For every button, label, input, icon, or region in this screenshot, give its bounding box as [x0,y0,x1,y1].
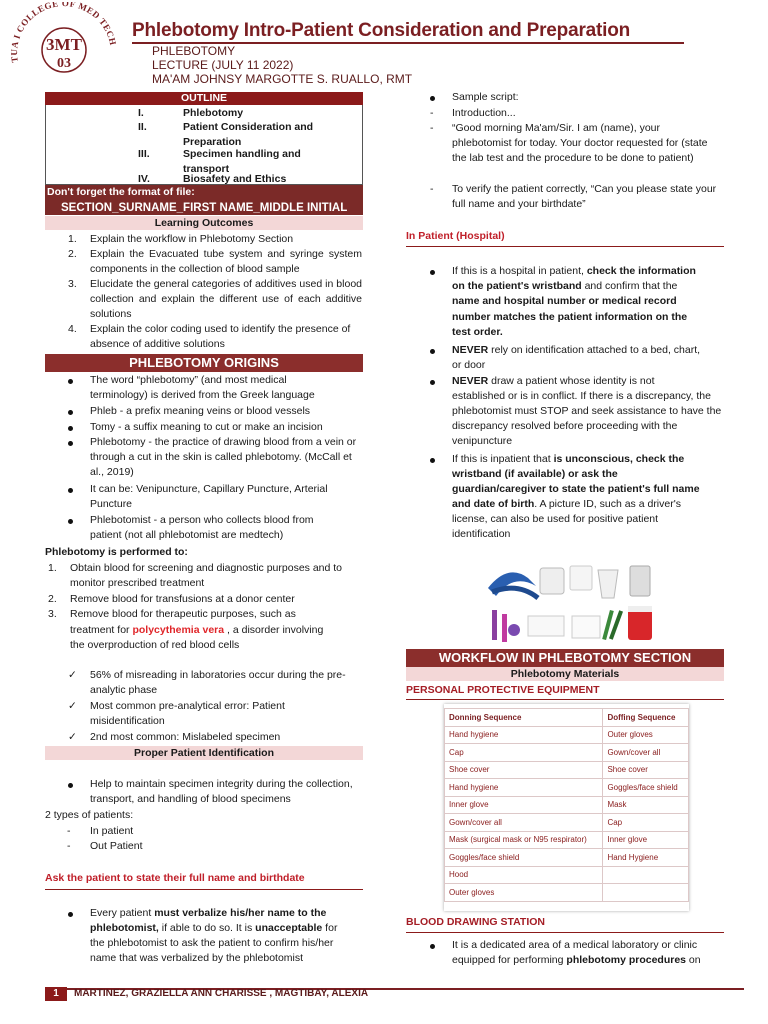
check-item: 2nd most common: Mislabeled specimen [90,731,281,743]
subtitle-instructor: MA'AM JOHNSY MARGOTTE S. RUALLO, RMT [152,72,413,86]
patient-type: Out Patient [90,840,143,852]
table-cell: Shoe cover [603,761,689,779]
logo-mark-bottom: 03 [57,56,71,71]
materials-heading: Phlebotomy Materials [406,667,724,681]
list-num: 2. [68,248,77,260]
origins-heading: PHLEBOTOMY ORIGINS [45,354,363,372]
dash: - [430,107,434,119]
text-line [452,953,701,968]
table-cell [603,884,689,902]
bullet [430,270,435,275]
bullet [68,426,73,431]
text-line: identification [452,528,511,540]
list-num: 4. [68,323,77,335]
outline-num: II. [138,121,147,133]
table-cell: Cap [445,744,603,762]
text-run: If this is inpatient that [452,453,554,465]
text-run: . A picture ID, such as a driver's [534,498,681,510]
list-num: 2. [48,593,57,605]
ppe-table-wrap [444,704,689,911]
section-rule [406,246,724,247]
script-quote: To verify the patient correctly, “Can you please state your full name and your birthdate” [452,183,717,210]
text-line: or door [452,359,486,371]
table-cell: Outer gloves [603,726,689,744]
identification-heading: Proper Patient Identification [45,746,363,760]
list-item: Remove blood for therapeutic purposes, such as [70,608,296,620]
dash: - [67,840,71,852]
text-line: number matches the patient information on the [452,311,688,323]
text-line [452,452,684,467]
text-run: and confirm that the [581,280,678,292]
text-line [452,343,700,358]
list-item-continued: the overproduction of red blood cells [70,639,240,651]
list-item: Phleb - a prefix meaning veins or blood vessels [90,405,311,417]
table-cell: Outer gloves [445,884,603,902]
performed-heading: Phlebotomy is performed to: [45,546,188,558]
check-item: 56% of misreading in laboratories occur during the pre-analytic phase [90,669,346,696]
text-run-bold: and date of birth [452,498,535,510]
table-row [445,866,689,884]
patient-types-heading: 2 types of patients: [45,809,134,821]
list-item-continued [70,623,323,638]
subtitle-course: PHLEBOTOMY [152,44,236,58]
table-cell: Hand hygiene [445,779,603,797]
bullet [430,380,435,385]
table-cell: Hood [445,866,603,884]
script-quote: “Good morning Ma'am/Sir. I am (name), your phlebotomist for today. Your doctor requested for (state the lab test and the procedure to be done to patient) [452,122,708,164]
list-item: Explain the color coding used to identify the presence of absence of additive solutions [90,323,351,350]
text-line [452,497,681,512]
text-run-bold: check the information [586,265,696,277]
list-item: The word “phlebotomy” (and most medical terminology) is derived from the Greek language [90,374,315,401]
section-rule [406,699,724,700]
text-run: If this is a hospital in patient, [452,265,587,277]
text-run-bold: is unconscious, check the [553,453,685,465]
subtitle-lecture: LECTURE (JULY 11 2022) [152,58,294,72]
bullet [68,379,73,384]
text-run-bold: on the patient's wristband [452,280,582,292]
text-run-bold: unacceptable [255,922,323,934]
logo-mark-top: 3MT [46,35,82,54]
table-header-row [445,709,689,727]
dash: - [430,122,434,134]
table-cell: Mask (surgical mask or N95 respirator) [445,831,603,849]
outline-num: III. [138,148,150,160]
bullet [68,488,73,493]
script-label: Sample script: [452,91,519,103]
outline-item: Patient Consideration and Preparation [183,121,314,148]
table-header: Donning Sequence [445,709,603,727]
bullet [68,410,73,415]
text-line [452,374,655,389]
learning-outcomes-heading: Learning Outcomes [45,216,363,230]
text-run: equipped for performing [452,954,567,966]
outline-num: IV. [138,173,150,185]
text-run: Every patient [90,907,155,919]
station-heading: BLOOD DRAWING STATION [406,916,546,928]
bullet [430,349,435,354]
list-item: Phlebotomist - a person who collects blood from patient (not all phlebotomist are medtech) [90,514,314,541]
table-cell: Hand Hygiene [603,849,689,867]
text-run: draw a patient whose identity is not [488,375,655,387]
text-line [90,906,326,921]
table-cell: Shoe cover [445,761,603,779]
file-format-note [45,185,363,215]
list-item: Help to maintain specimen integrity during the collection, transport, and handling of blood specimens [90,778,353,805]
table-cell: Goggles/face shield [445,849,603,867]
bullet [430,944,435,949]
table-row [445,814,689,832]
table-row [445,849,689,867]
text-run: treatment for [70,624,133,636]
check-icon: ✓ [68,669,77,681]
table-row [445,884,689,902]
outline-item: Biosafety and Ethics [183,173,287,185]
footer-authors: MARTINEZ, GRAZIELLA ANN CHARISSE , MAGTIBAY, ALEXIA [74,988,369,999]
text-line: wristband (if available) or ask the [452,468,618,480]
check-icon: ✓ [68,700,77,712]
list-item: Explain the workflow in Phlebotomy Section [90,233,294,245]
bullet [430,96,435,101]
check-icon: ✓ [68,731,77,743]
list-item: Phlebotomy - the practice of drawing blood from a vein or through a cut in the skin is called phlebotomy. (McCall et al., 2019) [90,436,357,478]
table-row [445,744,689,762]
outline-num: I. [138,107,144,119]
text-run-bold: NEVER [452,344,489,356]
table-cell [603,866,689,884]
college-logo [4,2,122,84]
file-format-pattern: SECTION_SURNAME_FIRST NAME_MIDDLE INITIAL [61,202,348,214]
script-intro: Introduction... [452,107,516,119]
text-run: if able to do so. It is [158,922,256,934]
section-rule [45,889,363,890]
text-line [90,921,337,936]
list-item: Remove blood for transfusions at a donor center [70,593,295,605]
patient-type: In patient [90,825,134,837]
phlebotomy-materials-image [478,558,658,648]
text-run-bold: must verbalize his/her name to the [154,907,327,919]
page-title: Phlebotomy Intro-Patient Consideration and Preparation [132,20,631,41]
table-cell: Gown/cover all [445,814,603,832]
text-line: name and hospital number or medical record [452,295,677,307]
text-line: It is a dedicated area of a medical laboratory or clinic [452,939,698,951]
list-num: 1. [68,233,77,245]
text-line: test order. [452,326,503,338]
table-row [445,761,689,779]
bullet [68,441,73,446]
bullet [430,458,435,463]
text-line: the phlebotomist to ask the patient to confirm his/her [90,937,334,949]
table-cell: Cap [603,814,689,832]
table-row [445,831,689,849]
text-line: guardian/caregiver to state the patient's full name [452,483,700,495]
highlight-term: polycythemia vera [132,624,225,636]
table-cell: Gown/cover all [603,744,689,762]
logo-ring-text: TUA I COLLEGE OF MED TECH [9,2,119,64]
text-run: on [686,954,701,966]
check-item: Most common pre-analytical error: Patient misidentification [90,700,285,727]
page-number: 1 [45,987,67,1001]
list-item: It can be: Venipuncture, Capillary Puncture, Arterial Puncture [90,483,328,510]
table-cell: Hand hygiene [445,726,603,744]
text-line [452,264,696,279]
text-run-bold: phlebotomy procedures [566,954,687,966]
text-run: rely on identification attached to a bed, chart, [488,344,701,356]
table-cell: Goggles/face shield [603,779,689,797]
list-item: Explain the Evacuated tube system and syringe system components in the collection of blood sample [90,248,362,275]
bullet [68,912,73,917]
list-item: Obtain blood for screening and diagnostic purposes and to monitor prescribed treatment [70,562,343,589]
list-num: 3. [48,608,57,620]
table-cell: Inner glove [603,831,689,849]
text-line: name that was verbalized by the phlebotomist [90,952,304,964]
ask-patient-heading: Ask the patient to state their full name and birthdate [45,872,305,884]
outline-item: Specimen handling and transport [183,148,301,175]
list-num: 3. [68,278,77,290]
bullet [68,519,73,524]
text-run: , a disorder involving [224,624,324,636]
outline-heading: OUTLINE [45,92,363,105]
outline-box [45,105,363,185]
table-header: Doffing Sequence [603,709,689,727]
text-line [452,279,677,294]
table-row [445,726,689,744]
list-item: Elucidate the general categories of additives used in blood collection and explain the different use of each additive solutions [90,278,362,320]
table-row [445,779,689,797]
workflow-heading: WORKFLOW IN PHLEBOTOMY SECTION [406,649,724,667]
ppe-table [444,708,689,902]
table-row [445,796,689,814]
dash: - [430,183,434,195]
table-cell: Mask [603,796,689,814]
inpatient-heading: In Patient (Hospital) [406,230,505,242]
list-item: Tomy - a suffix meaning to cut or make an incision [90,421,323,433]
text-line: license, can also be used for positive patient [452,513,659,525]
outline-item: Phlebotomy [183,107,244,119]
text-run-bold: NEVER [452,375,489,387]
file-format-label: Don't forget the format of file: [47,186,195,198]
table-cell: Inner glove [445,796,603,814]
ppe-heading: PERSONAL PROTECTIVE EQUIPMENT [406,684,600,696]
text-run-bold: phlebotomist, [90,922,159,934]
dash: - [67,825,71,837]
text-block: established or is in conflict. If there is a discrepancy, the phlebotomist must STOP and seek assistance to have the discrepancy resolved before proceeding with the venipuncture [452,390,722,447]
bullet [68,783,73,788]
section-rule [406,932,724,933]
text-run: for [322,922,338,934]
list-num: 1. [48,562,57,574]
